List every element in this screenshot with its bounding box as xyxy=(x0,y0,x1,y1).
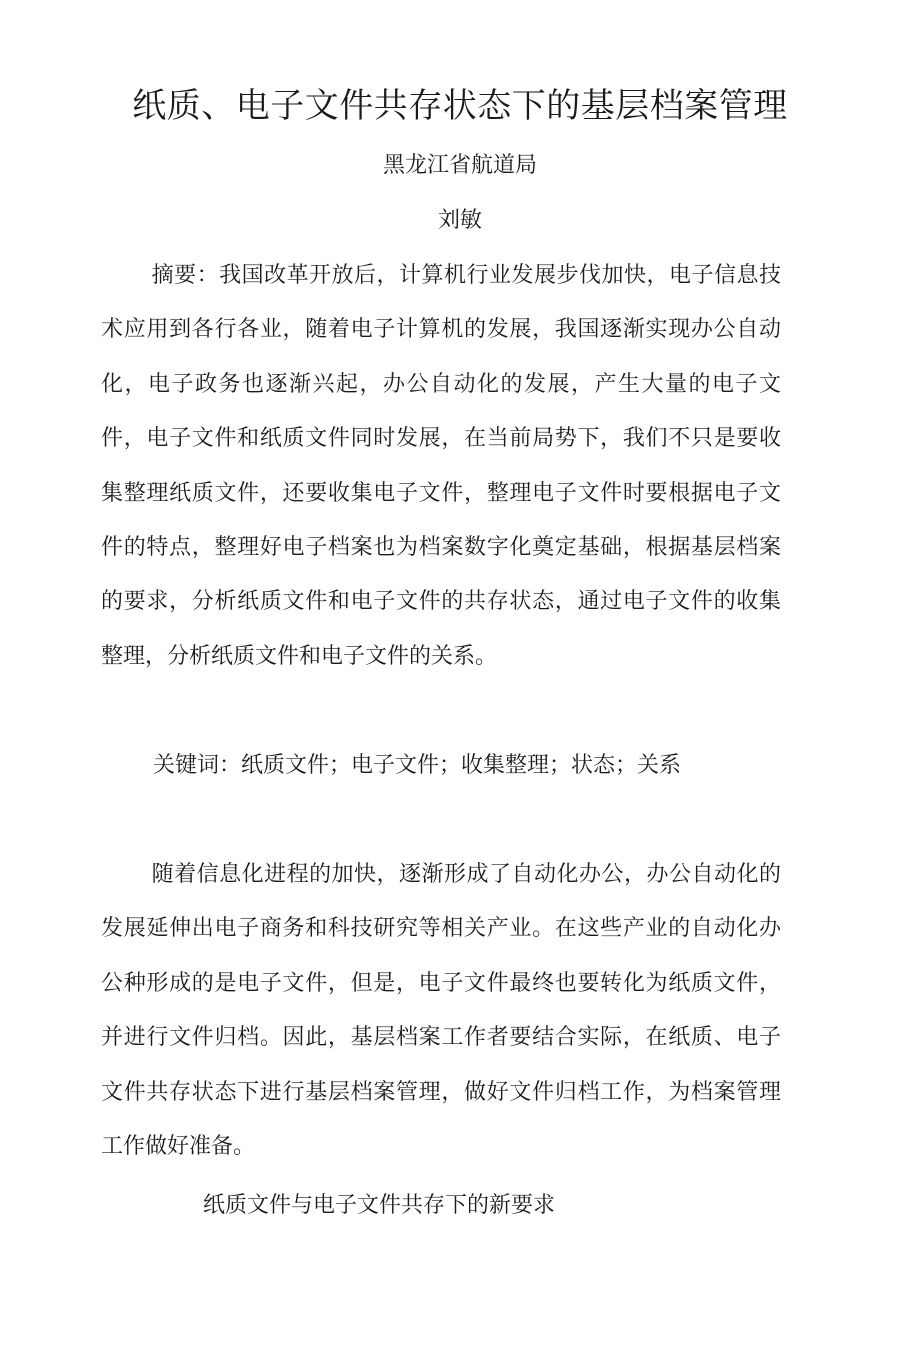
body-paragraph: 随着信息化进程的加快，逐渐形成了自动化办公，办公自动化的发展延伸出电子商务和科技研究等相关产业。在这些产业的自动化办公种形成的是电子文件，但是，电子文件最终也要转化为纸质文件，并进行文件归档。因此，基层档案工作者要结合实际，在纸质、电子文件共存状态下进行基层档案管理，做好文件归档工作，为档案管理工作做好准备。 xyxy=(101,862,781,1160)
author-name: 刘敏 xyxy=(437,208,482,233)
section-heading: 纸质文件与电子文件共存下的新要求 xyxy=(203,1193,556,1218)
author-organization: 黑龙江省航道局 xyxy=(382,153,537,178)
keywords-line: 关键词：纸质文件；电子文件；收集整理；状态；关系 xyxy=(153,753,682,778)
abstract-paragraph: 摘要：我国改革开放后，计算机行业发展步伐加快，电子信息技术应用到各行各业，随着电子计算机的发展，我国逐渐实现办公自动化，电子政务也逐渐兴起，办公自动化的发展，产生大量的电子文件，电子文件和纸质文件同时发展，在当前局势下，我们不只是要收集整理纸质文件，还要收集电子文件，整理电子文件时要根据电子文件的特点，整理好电子档案也为档案数字化奠定基础，根据基层档案的要求，分析纸质文件和电子文件的共存状态，通过电子文件的收集整理，分析纸质文件和电子文件的关系。 xyxy=(101,263,781,669)
document-title: 纸质、电子文件共存状态下的基层档案管理 xyxy=(132,86,788,126)
